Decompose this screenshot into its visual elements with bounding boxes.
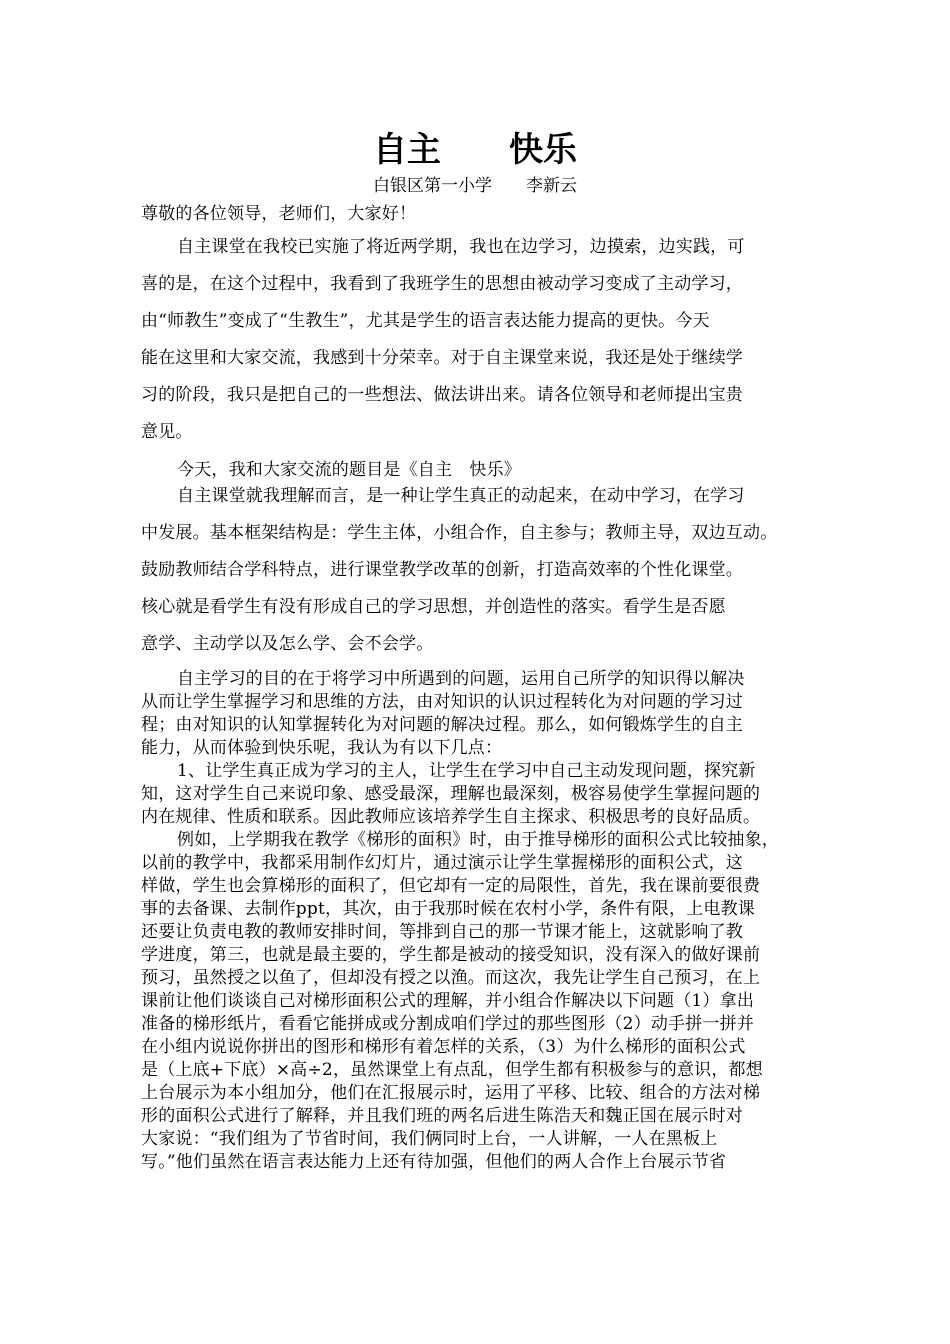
school-name: 白银区第一小学 (373, 176, 492, 196)
paragraph-line: 大家说：“我们组为了节省时间，我们俩同时上台，一人讲解，一人在黑板上 (141, 1129, 718, 1149)
paragraph-line: 中发展。基本框架结构是：学生主体，小组合作，自主参与；教师主导，双边互动。 (141, 523, 778, 543)
paragraph-line: 以前的教学中，我都采用制作幻灯片，通过演示让学生掌握梯形的面积公式，这 (141, 853, 743, 873)
paragraph-line: 1、让学生真正成为学习的主人，让学生在学习中自己主动发现问题，探究新 (177, 761, 756, 781)
paragraph-line: 例如，上学期我在教学《梯形的面积》时，由于推导梯形的面积公式比较抽象， (177, 830, 779, 850)
paragraph-line: 能在这里和大家交流，我感到十分荣幸。对于自主课堂来说，我还是处于继续学 (141, 348, 743, 368)
paragraph-line: 喜的是，在这个过程中，我看到了我班学生的思想由被动学习变成了主动学习， (141, 274, 743, 294)
title-left: 自主 (373, 130, 441, 170)
paragraph-line: 核心就是看学生有没有形成自己的学习思想，并创造性的落实。看学生是否愿 (141, 597, 726, 617)
paragraph-line: 从而让学生掌握学习和思维的方法，由对知识的认识过程转化为对问题的学习过 (141, 692, 743, 712)
paragraph-line: 意见。 (141, 422, 193, 442)
paragraph-line: 内在规律、性质和联系。因此教师应该培养学生自主探求、积极思考的良好品质。 (141, 807, 761, 827)
paragraph-line: 课前让他们谈谈自己对梯形面积公式的理解，并小组合作解决以下问题（1）拿出 (141, 991, 755, 1011)
paragraph-line: 习的阶段，我只是把自己的一些想法、做法讲出来。请各位领导和老师提出宝贵 (141, 385, 743, 405)
paragraph-line: 准备的梯形纸片，看看它能拼成或分割成咱们学过的那些图形（2）动手拼一拼并 (141, 1014, 755, 1034)
paragraph-line: 自主课堂在我校已实施了将近两学期，我也在边学习，边摸索，边实践，可 (177, 237, 745, 257)
paragraph-line: 程；由对知识的认知掌握转化为对问题的解决过程。那么，如何锻炼学生的自主 (141, 715, 743, 735)
paragraph-line: 写。”他们虽然在语言表达能力上还有待加强，但他们的两人合作上台展示节省 (141, 1152, 727, 1172)
paragraph-line: 意学、主动学以及怎么学、会不会学。 (141, 634, 434, 654)
title-right: 快乐 (509, 130, 577, 170)
paragraph-line: 自主学习的目的在于将学习中所遇到的问题，运用自己所学的知识得以解决 (177, 669, 745, 689)
paragraph-line: 能力，从而体验到快乐呢，我认为有以下几点： (141, 738, 503, 758)
paragraph-line: 样做，学生也会算梯形的面积了，但它却有一定的局限性，首先，我在课前要很费 (141, 876, 761, 896)
paragraph-line: 是（上底+下底）×高÷2，虽然课堂上有点乱，但学生都有积极参与的意识，都想 (141, 1060, 763, 1080)
greeting: 尊敬的各位领导，老师们，大家好！ (141, 204, 417, 224)
paragraph-line: 上台展示为本小组加分，他们在汇报展示时，运用了平移、比较、组合的方法对梯 (141, 1083, 761, 1103)
byline (0, 172, 950, 200)
paragraph-line: 今天，我和大家交流的题目是《自主 快乐》 (177, 460, 521, 480)
paragraph-line: 事的去备课、去制作ppt，其次，由于我那时候在农村小学，条件有限，上电教课 (141, 899, 755, 919)
paragraph-line: 鼓励教师结合学科特点，进行课堂教学改革的创新，打造高效率的个性化课堂。 (141, 560, 743, 580)
author-name: 李新云 (526, 176, 577, 196)
page-title (0, 126, 950, 174)
paragraph-line: 由“师教生”变成了“生教生”，尤其是学生的语言表达能力提高的更快。今天 (141, 311, 710, 331)
paragraph-line: 预习，虽然授之以鱼了，但却没有授之以渔。而这次，我先让学生自己预习，在上 (141, 968, 761, 988)
paragraph-line: 自主课堂就我理解而言，是一种让学生真正的动起来，在动中学习，在学习 (177, 486, 745, 506)
paragraph-line: 形的面积公式进行了解释，并且我们班的两名后进生陈浩天和魏正国在展示时对 (141, 1106, 743, 1126)
paragraph-line: 学进度，第三，也就是最主要的，学生都是被动的接受知识，没有深入的做好课前 (141, 945, 761, 965)
paragraph-line: 还要让负责电教的教师安排时间，等排到自己的那一节课才能上，这就影响了教 (141, 922, 743, 942)
paragraph-line: 知，这对学生自己来说印象、感受最深，理解也最深刻，极容易使学生掌握问题的 (141, 784, 761, 804)
paragraph-line: 在小组内说说你拼出的图形和梯形有着怎样的关系，（3）为什么梯形的面积公式 (141, 1037, 746, 1057)
